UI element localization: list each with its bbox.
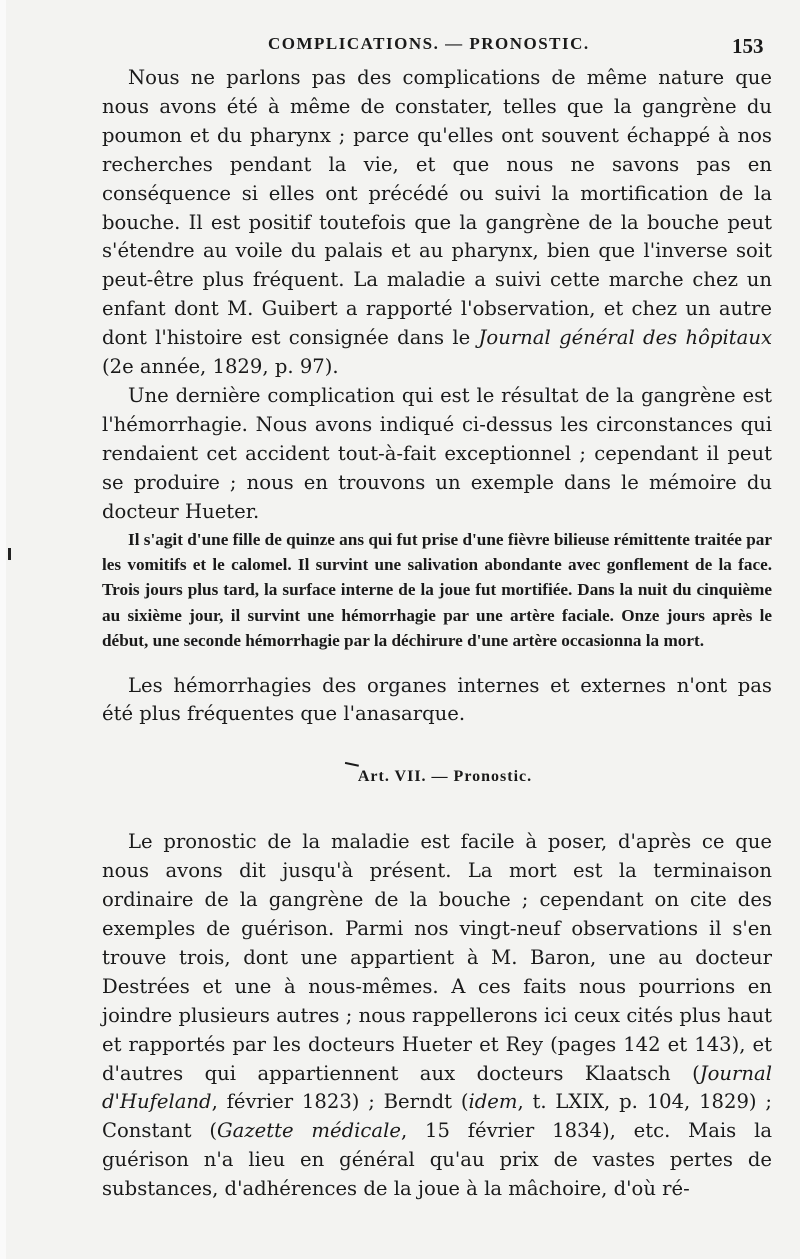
margin-mark <box>8 548 11 560</box>
paragraph-pronostic: Le pronostic de la maladie est facile à poser, d'après ce que nous avons dit jusqu'à présent. La mort est la terminaison ordinaire de la gangrène de la bouche ; cependant on cite des exemples de guérison. Parmi nos vingt-neuf observations il s'en trouve trois, dont une appartient à M. Baron, une au docteur Destrées et une à nous-mêmes. A ces faits nous pourrions en joindre plusieurs autres ; nous rappellerons ici ceux cités plus haut et rapportés par les docteurs Hueter et Rey (pages 142 et 143), et d'autres qui appartiennent aux docteurs Klaatsch (Journal d'Hufeland, février 1823) ; Berndt (idem, t. LXIX, p. 104, 1829) ; Constant (Gazette médicale, 15 février 1834), etc. Mais la guérison n'a lieu en général qu'au prix de vastes pertes de substances, d'adhérences de la joue à la mâchoire, d'où ré- <box>102 830 773 1201</box>
page-number: 153 <box>732 34 764 58</box>
paragraph-complications: Nous ne parlons pas des complications de même nature que nous avons été à même de constater, telles que la gangrène du poumon et du pharynx ; parce qu'elles ont souvent échappé à nos recherches pendant la vie, et que nous ne savons pas en conséquence si elles ont précédé ou suivi la mortification de la bouche. Il est positif toutefois que la gangrène de la bouche peut s'étendre au voile du palais et au pharynx, bien que l'inverse soit peut-être plus fréquent. La maladie a suivi cette marche chez un enfant dont M. Guibert a rapporté l'observation, et chez un autre dont l'histoire est consignée dans le Journal général des hôpitaux (2e année, 1829, p. 97). <box>102 66 772 379</box>
case-observation: Il s'agit d'une fille de quinze ans qui fut prise d'une fièvre bilieuse rémittente traitée par les vomitifs et le calomel. Il survint une salivation abondante avec gonflement de la face. Trois jours plus tard, la surface interne de la joue fut mortifiée. Dans la nuit du cinquième au sixième jour, il survint une hémorrhagie par une artère faciale. Onze jours après le début, une seconde hémorrhagie par la déchirure d'une artère occasionna la mort. <box>102 529 772 651</box>
ornament-mark <box>345 762 359 767</box>
paragraph-anasarque: Les hémorrhagies des organes internes et externes n'ont pas été plus fréquentes que l'anasarque. <box>102 673 772 726</box>
page-header <box>6 30 800 62</box>
page-body <box>102 64 772 1204</box>
journal-title: Journal général des hôpitaux <box>478 326 772 350</box>
paragraph-hemorrhage: Une dernière complication qui est le résultat de la gangrène est l'hémorrhagie. Nous avons indiqué ci-dessus les circonstances qui rendaient cet accident tout-à-fait exceptionnel ; cependant il peut se produire ; nous en trouvons un exemple dans le mémoire du docteur Hueter. <box>102 383 772 523</box>
running-head: COMPLICATIONS. — PRONOSTIC. <box>268 34 590 53</box>
section-title: Art. VII. — Pronostic. <box>102 763 772 792</box>
